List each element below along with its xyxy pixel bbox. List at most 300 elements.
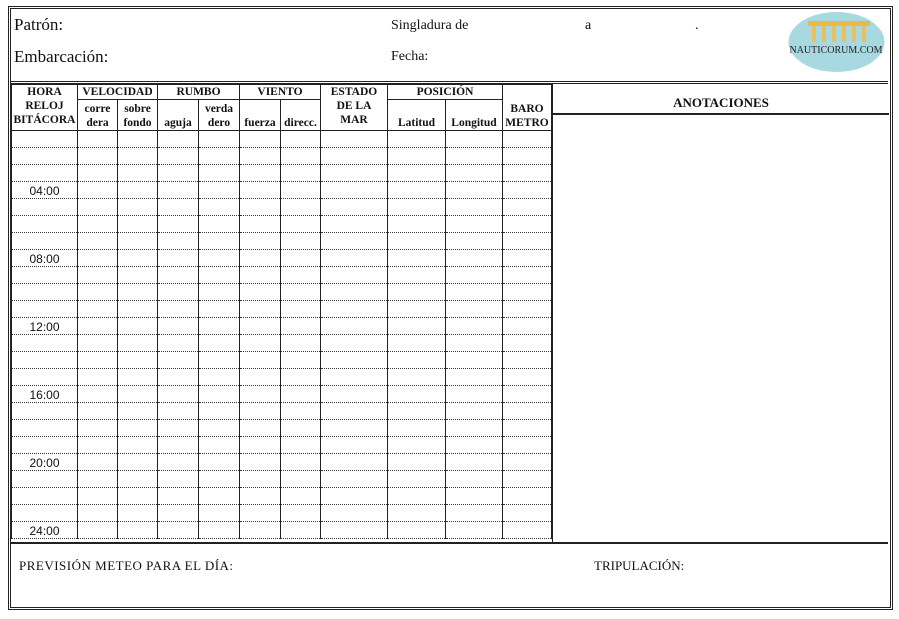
log-cell[interactable] [503, 420, 552, 437]
log-cell[interactable] [321, 352, 388, 369]
log-cell[interactable] [158, 386, 199, 403]
log-cell[interactable] [446, 165, 503, 182]
log-cell[interactable] [321, 216, 388, 233]
log-cell[interactable] [388, 284, 446, 301]
log-cell[interactable] [503, 301, 552, 318]
log-row [12, 182, 552, 199]
log-cell[interactable] [503, 403, 552, 420]
log-cell[interactable] [240, 148, 281, 165]
log-cell[interactable] [388, 522, 446, 539]
log-cell[interactable] [281, 318, 321, 335]
log-cell[interactable] [199, 199, 240, 216]
log-cell[interactable] [240, 386, 281, 403]
log-cell[interactable] [281, 131, 321, 148]
log-cell[interactable] [388, 454, 446, 471]
log-cell[interactable] [199, 216, 240, 233]
log-cell[interactable] [446, 505, 503, 522]
log-cell[interactable] [388, 318, 446, 335]
log-cell[interactable] [78, 454, 118, 471]
log-cell[interactable] [158, 420, 199, 437]
log-row [12, 437, 552, 454]
log-cell[interactable] [118, 454, 158, 471]
log-cell[interactable] [388, 250, 446, 267]
log-cell[interactable] [78, 233, 118, 250]
fecha-label: Fecha: [391, 49, 429, 64]
anotaciones-section[interactable] [552, 84, 889, 543]
hour-cell[interactable]: 04:00 [12, 182, 78, 199]
hour-cell[interactable]: 08:00 [12, 250, 78, 267]
log-cell[interactable] [118, 335, 158, 352]
log-cell[interactable] [281, 301, 321, 318]
log-cell[interactable] [446, 386, 503, 403]
log-cell[interactable] [118, 437, 158, 454]
hour-cell[interactable] [12, 488, 78, 505]
log-cell[interactable] [158, 488, 199, 505]
log-cell[interactable] [158, 437, 199, 454]
log-cell[interactable] [388, 199, 446, 216]
log-row [12, 318, 552, 335]
log-cell[interactable] [503, 488, 552, 505]
log-cell[interactable] [78, 301, 118, 318]
hour-cell[interactable] [12, 335, 78, 352]
log-row [12, 505, 552, 522]
hour-cell[interactable]: 12:00 [12, 318, 78, 335]
svg-text:NAUTICORUM.COM: NAUTICORUM.COM [789, 45, 883, 56]
log-cell[interactable] [240, 471, 281, 488]
log-cell[interactable] [321, 488, 388, 505]
hour-cell[interactable] [12, 165, 78, 182]
log-cell[interactable] [78, 318, 118, 335]
log-cell[interactable] [199, 488, 240, 505]
log-cell[interactable] [446, 488, 503, 505]
log-cell[interactable] [321, 250, 388, 267]
log-cell[interactable] [78, 199, 118, 216]
log-cell[interactable] [503, 352, 552, 369]
log-row [12, 403, 552, 420]
log-cell[interactable] [388, 437, 446, 454]
log-cell[interactable] [281, 437, 321, 454]
log-cell[interactable] [503, 386, 552, 403]
log-cell[interactable] [388, 369, 446, 386]
hour-cell[interactable] [12, 199, 78, 216]
log-cell[interactable] [388, 420, 446, 437]
log-cell[interactable] [281, 199, 321, 216]
log-cell[interactable] [199, 131, 240, 148]
log-cell[interactable] [388, 403, 446, 420]
log-cell[interactable] [446, 454, 503, 471]
log-cell[interactable] [199, 267, 240, 284]
log-cell[interactable] [281, 369, 321, 386]
col-longitud: Longitud [446, 100, 503, 131]
log-cell[interactable] [158, 318, 199, 335]
hour-cell[interactable] [12, 403, 78, 420]
log-row [12, 488, 552, 505]
log-row [12, 301, 552, 318]
col-posicion: POSICIÓN [388, 85, 503, 100]
hour-cell[interactable] [12, 352, 78, 369]
log-cell[interactable] [118, 301, 158, 318]
log-cell[interactable] [321, 284, 388, 301]
log-cell[interactable] [158, 369, 199, 386]
hour-cell[interactable] [12, 301, 78, 318]
log-cell[interactable] [321, 131, 388, 148]
log-cell[interactable] [446, 148, 503, 165]
log-cell[interactable] [199, 233, 240, 250]
log-cell[interactable] [388, 148, 446, 165]
log-cell[interactable] [321, 403, 388, 420]
col-barometro: BARO METRO [503, 85, 552, 131]
log-cell[interactable] [118, 182, 158, 199]
log-cell[interactable] [503, 165, 552, 182]
log-cell[interactable] [158, 182, 199, 199]
log-cell[interactable] [158, 335, 199, 352]
log-cell[interactable] [199, 386, 240, 403]
log-cell[interactable] [78, 165, 118, 182]
log-cell[interactable] [321, 165, 388, 182]
log-cell[interactable] [281, 420, 321, 437]
log-cell[interactable] [199, 335, 240, 352]
log-cell[interactable] [240, 369, 281, 386]
log-cell[interactable] [503, 267, 552, 284]
log-cell[interactable] [503, 199, 552, 216]
log-cell[interactable] [158, 352, 199, 369]
log-cell[interactable] [281, 522, 321, 539]
log-cell[interactable] [446, 352, 503, 369]
log-cell[interactable] [281, 386, 321, 403]
col-aguja: aguja [158, 100, 199, 131]
log-cell[interactable] [388, 352, 446, 369]
hour-cell[interactable] [12, 148, 78, 165]
log-cell[interactable] [199, 522, 240, 539]
log-cell[interactable] [78, 437, 118, 454]
log-cell[interactable] [118, 267, 158, 284]
log-cell[interactable] [446, 403, 503, 420]
log-cell[interactable] [388, 335, 446, 352]
log-cell[interactable] [388, 216, 446, 233]
log-cell[interactable] [158, 233, 199, 250]
log-cell[interactable] [199, 352, 240, 369]
log-cell[interactable] [78, 267, 118, 284]
log-cell[interactable] [281, 403, 321, 420]
log-cell[interactable] [281, 165, 321, 182]
log-cell[interactable] [158, 403, 199, 420]
log-cell[interactable] [281, 267, 321, 284]
log-cell[interactable] [199, 403, 240, 420]
log-cell[interactable] [446, 233, 503, 250]
log-cell[interactable] [199, 420, 240, 437]
log-cell[interactable] [321, 182, 388, 199]
log-cell[interactable] [118, 216, 158, 233]
log-cell[interactable] [321, 199, 388, 216]
log-cell[interactable] [446, 437, 503, 454]
log-cell[interactable] [503, 454, 552, 471]
log-cell[interactable] [118, 352, 158, 369]
log-cell[interactable] [118, 318, 158, 335]
log-cell[interactable] [503, 284, 552, 301]
log-cell[interactable] [321, 505, 388, 522]
log-cell[interactable] [281, 471, 321, 488]
log-cell[interactable] [503, 369, 552, 386]
hour-cell[interactable] [12, 471, 78, 488]
log-cell[interactable] [240, 233, 281, 250]
log-cell[interactable] [199, 165, 240, 182]
log-cell[interactable] [78, 522, 118, 539]
log-cell[interactable] [199, 148, 240, 165]
log-cell[interactable] [388, 505, 446, 522]
log-cell[interactable] [199, 250, 240, 267]
log-cell[interactable] [158, 454, 199, 471]
hour-cell[interactable] [12, 437, 78, 454]
log-cell[interactable] [321, 318, 388, 335]
hour-cell[interactable] [12, 505, 78, 522]
log-cell[interactable] [321, 471, 388, 488]
log-cell[interactable] [78, 403, 118, 420]
log-cell[interactable] [446, 369, 503, 386]
log-cell[interactable] [503, 437, 552, 454]
log-cell[interactable] [78, 250, 118, 267]
col-verdadero: verda dero [199, 100, 240, 131]
log-cell[interactable] [240, 403, 281, 420]
log-cell[interactable] [118, 199, 158, 216]
log-cell[interactable] [281, 335, 321, 352]
log-cell[interactable] [240, 267, 281, 284]
log-cell[interactable] [158, 216, 199, 233]
log-cell[interactable] [240, 352, 281, 369]
log-cell[interactable] [503, 471, 552, 488]
log-cell[interactable] [118, 165, 158, 182]
log-cell[interactable] [78, 284, 118, 301]
log-cell[interactable] [446, 522, 503, 539]
log-cell[interactable] [240, 182, 281, 199]
log-cell[interactable] [281, 250, 321, 267]
log-cell[interactable] [118, 369, 158, 386]
log-cell[interactable] [388, 165, 446, 182]
log-cell[interactable] [321, 335, 388, 352]
log-cell[interactable] [503, 505, 552, 522]
log-row [12, 233, 552, 250]
log-cell[interactable] [446, 199, 503, 216]
hour-cell[interactable] [12, 420, 78, 437]
log-cell[interactable] [118, 471, 158, 488]
log-cell[interactable] [446, 250, 503, 267]
log-cell[interactable] [388, 233, 446, 250]
log-cell[interactable] [78, 131, 118, 148]
hour-cell[interactable]: 16:00 [12, 386, 78, 403]
log-cell[interactable] [158, 301, 199, 318]
log-cell[interactable] [240, 420, 281, 437]
log-cell[interactable] [78, 369, 118, 386]
log-cell[interactable] [281, 284, 321, 301]
log-cell[interactable] [158, 471, 199, 488]
log-cell[interactable] [240, 199, 281, 216]
log-cell[interactable] [78, 386, 118, 403]
log-cell[interactable] [78, 335, 118, 352]
log-cell[interactable] [158, 131, 199, 148]
log-cell[interactable] [158, 505, 199, 522]
log-cell[interactable] [240, 318, 281, 335]
log-cell[interactable] [503, 233, 552, 250]
hour-cell[interactable] [12, 284, 78, 301]
hour-cell[interactable] [12, 131, 78, 148]
log-row [12, 250, 552, 267]
log-cell[interactable] [281, 488, 321, 505]
log-cell[interactable] [118, 131, 158, 148]
log-cell[interactable] [446, 335, 503, 352]
log-cell[interactable] [199, 454, 240, 471]
log-cell[interactable] [118, 250, 158, 267]
log-cell[interactable] [118, 488, 158, 505]
log-cell[interactable] [199, 505, 240, 522]
log-cell[interactable] [388, 488, 446, 505]
log-cell[interactable] [321, 522, 388, 539]
log-cell[interactable] [503, 250, 552, 267]
log-row [12, 216, 552, 233]
log-cell[interactable] [240, 505, 281, 522]
log-table [11, 84, 552, 539]
log-cell[interactable] [78, 352, 118, 369]
log-cell[interactable] [321, 386, 388, 403]
log-cell[interactable] [158, 250, 199, 267]
log-cell[interactable] [281, 233, 321, 250]
log-cell[interactable] [199, 318, 240, 335]
log-cell[interactable] [118, 386, 158, 403]
log-cell[interactable] [118, 403, 158, 420]
log-cell[interactable] [321, 233, 388, 250]
log-cell[interactable] [503, 131, 552, 148]
log-cell[interactable] [118, 148, 158, 165]
log-cell[interactable] [281, 352, 321, 369]
col-rumbo: RUMBO [158, 85, 240, 100]
log-cell[interactable] [240, 165, 281, 182]
log-cell[interactable] [158, 199, 199, 216]
log-cell[interactable] [240, 284, 281, 301]
prevision-label: PREVISIÓN METEO PARA EL DÍA: [19, 558, 234, 573]
log-cell[interactable] [78, 216, 118, 233]
log-cell[interactable] [388, 386, 446, 403]
log-cell[interactable] [388, 471, 446, 488]
log-cell[interactable] [503, 216, 552, 233]
singladura-dot: . [695, 18, 699, 33]
log-cell[interactable] [158, 165, 199, 182]
log-cell[interactable] [321, 420, 388, 437]
log-cell[interactable] [281, 182, 321, 199]
log-cell[interactable] [446, 267, 503, 284]
log-cell[interactable] [446, 420, 503, 437]
log-cell[interactable] [503, 318, 552, 335]
log-cell[interactable] [388, 131, 446, 148]
log-cell[interactable] [446, 284, 503, 301]
log-cell[interactable] [240, 335, 281, 352]
log-cell[interactable] [78, 420, 118, 437]
log-cell[interactable] [118, 284, 158, 301]
log-cell[interactable] [78, 488, 118, 505]
log-cell[interactable] [388, 267, 446, 284]
log-row [12, 148, 552, 165]
log-cell[interactable] [388, 182, 446, 199]
log-cell[interactable] [388, 301, 446, 318]
log-cell[interactable] [281, 216, 321, 233]
hour-cell[interactable]: 20:00 [12, 454, 78, 471]
log-cell[interactable] [446, 471, 503, 488]
log-cell[interactable] [503, 522, 552, 539]
log-cell[interactable] [199, 437, 240, 454]
col-sobre-fondo: sobre fondo [118, 100, 158, 131]
log-cell[interactable] [158, 522, 199, 539]
log-row [12, 131, 552, 148]
log-cell[interactable] [240, 437, 281, 454]
log-cell[interactable] [199, 369, 240, 386]
log-cell[interactable] [240, 488, 281, 505]
col-estado: ESTADO DE LA MAR [321, 85, 388, 131]
log-cell[interactable] [446, 131, 503, 148]
patron-label: Patrón: [14, 15, 64, 34]
log-row [12, 267, 552, 284]
log-cell[interactable] [321, 301, 388, 318]
log-cell[interactable] [240, 301, 281, 318]
hour-cell[interactable]: 24:00 [12, 522, 78, 539]
log-cell[interactable] [199, 182, 240, 199]
log-cell[interactable] [118, 522, 158, 539]
log-cell[interactable] [158, 267, 199, 284]
log-cell[interactable] [321, 148, 388, 165]
log-cell[interactable] [199, 301, 240, 318]
log-cell[interactable] [321, 437, 388, 454]
hour-cell[interactable] [12, 267, 78, 284]
log-cell[interactable] [118, 505, 158, 522]
log-cell[interactable] [446, 216, 503, 233]
log-cell[interactable] [281, 148, 321, 165]
log-cell[interactable] [240, 522, 281, 539]
log-cell[interactable] [281, 505, 321, 522]
tripulacion-label: TRIPULACIÓN: [594, 558, 685, 573]
log-cell[interactable] [503, 182, 552, 199]
log-cell[interactable] [446, 301, 503, 318]
log-cell[interactable] [240, 454, 281, 471]
log-row [12, 471, 552, 488]
log-cell[interactable] [78, 505, 118, 522]
log-cell[interactable] [281, 454, 321, 471]
col-latitud: Latitud [388, 100, 446, 131]
log-cell[interactable] [78, 471, 118, 488]
log-cell[interactable] [321, 267, 388, 284]
hour-cell[interactable] [12, 216, 78, 233]
log-row [12, 386, 552, 403]
log-cell[interactable] [118, 233, 158, 250]
log-cell[interactable] [446, 182, 503, 199]
log-cell[interactable] [321, 454, 388, 471]
log-cell[interactable] [158, 284, 199, 301]
log-cell[interactable] [118, 420, 158, 437]
log-cell[interactable] [446, 318, 503, 335]
hour-cell[interactable] [12, 369, 78, 386]
log-cell[interactable] [78, 182, 118, 199]
singladura-a-label: a [585, 18, 592, 33]
log-cell[interactable] [240, 131, 281, 148]
col-viento: VIENTO [240, 85, 321, 100]
log-cell[interactable] [240, 216, 281, 233]
hour-cell[interactable] [12, 233, 78, 250]
log-row [12, 352, 552, 369]
log-cell[interactable] [199, 471, 240, 488]
embarcacion-label: Embarcación: [14, 47, 109, 66]
log-cell[interactable] [240, 250, 281, 267]
log-cell[interactable] [158, 148, 199, 165]
log-cell[interactable] [503, 335, 552, 352]
log-cell[interactable] [503, 148, 552, 165]
log-cell[interactable] [78, 148, 118, 165]
log-cell[interactable] [321, 369, 388, 386]
log-cell[interactable] [199, 284, 240, 301]
